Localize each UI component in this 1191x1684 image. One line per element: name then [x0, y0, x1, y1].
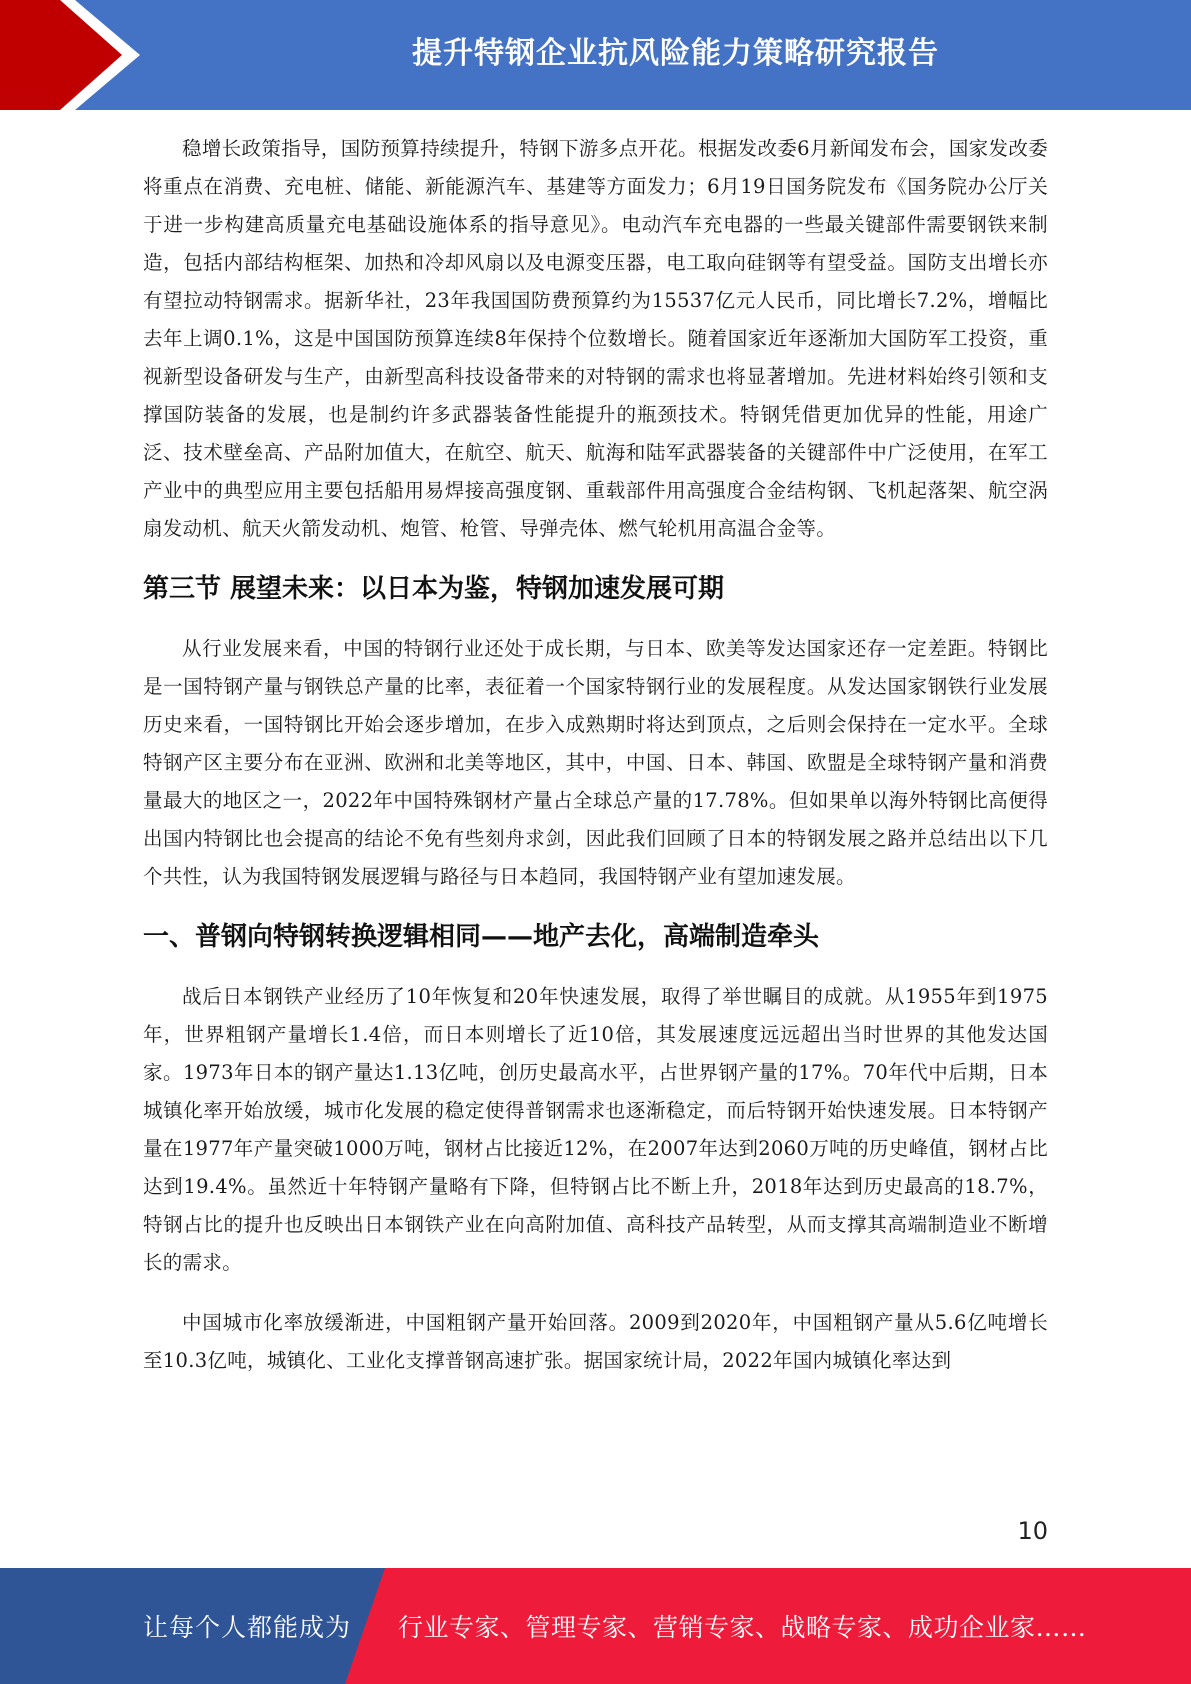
subsection-heading-1: 一、普钢向特钢转换逻辑相同——地产去化，高端制造牵头: [143, 922, 820, 952]
page-header: [0, 0, 1191, 110]
paragraph-4: 中国城市化率放缓渐进，中国粗钢产量开始回落。2009到2020年，中国粗钢产量从5.6亿吨增长至10.3亿吨，城镇化、工业化支撑普钢高速扩张。据国家统计局，2022年国内城镇化率达到: [143, 1311, 1048, 1372]
header-chevron-decoration: [0, 0, 160, 110]
footer-slogan-right: 行业专家、管理专家、营销专家、战略专家、成功企业家……: [398, 1613, 1087, 1642]
paragraph-1: 稳增长政策指导，国防预算持续提升，特钢下游多点开花。根据发改委6月新闻发布会，国家发改委将重点在消费、充电桩、储能、新能源汽车、基建等方面发力；6月19日国务院发布《国务院办公厅关于进一步构建高质量充电基础设施体系的指导意见》。电动汽车充电器的一些最关键部件需要钢铁来制造，包括内部结构框架、加热和冷却风扇以及电源变压器，电工取向硅钢等有望受益。国防支出增长亦有望拉动特钢需求。据新华社，23年我国国防费预算约为15537亿元人民币，同比增长7.2%，增幅比去年上调0.1%，这是中国国防预算连续8年保持个位数增长。随着国家近年逐渐加大国防军工投资，重视新型设备研发与生产，由新型高科技设备带来的对特钢的需求也将显著增加。先进材料始终引领和支撑国防装备的发展，也是制约许多武器装备性能提升的瓶颈技术。特钢凭借更加优异的性能，用途广泛、技术壁垒高、产品附加值大，在航空、航天、航海和陆军武器装备的关键部件中广泛使用，在军工产业中的典型应用主要包括船用易焊接高强度钢、重载部件用高强度合金结构钢、飞机起落架、航空涡扇发动机、航天火箭发动机、炮管、枪管、导弹壳体、燃气轮机用高温合金等。: [143, 137, 1048, 540]
main-content: [143, 130, 1048, 1380]
page-number: 10: [1017, 1517, 1048, 1545]
header-title: 提升特钢企业抗风险能力策略研究报告: [412, 36, 939, 71]
paragraph-3: 战后日本钢铁产业经历了10年恢复和20年快速发展，取得了举世瞩目的成就。从1955年到1975年，世界粗钢产量增长1.4倍，而日本则增长了近10倍，其发展速度远远超出当时世界的其他发达国家。1973年日本的钢产量达1.13亿吨，创历史最高水平，占世界钢产量的17%。70年代中后期，日本城镇化率开始放缓，城市化发展的稳定使得普钢需求也逐渐稳定，而后特钢开始快速发展。日本特钢产量在1977年产量突破1000万吨，钢材占比接近12%，在2007年达到2060万吨的历史峰值，钢材占比达到19.4%。虽然近十年特钢产量略有下降，但特钢占比不断上升，2018年达到历史最高的18.7%，特钢占比的提升也反映出日本钢铁产业在向高附加值、高科技产品转型，从而支撑其高端制造业不断增长的需求。: [143, 985, 1048, 1274]
footer-slogan-left: 让每个人都能成为: [143, 1613, 352, 1642]
section-heading-3: 第三节 展望未来：以日本为鉴，特钢加速发展可期: [143, 574, 725, 604]
paragraph-2: 从行业发展来看，中国的特钢行业还处于成长期，与日本、欧美等发达国家还存一定差距。特钢比是一国特钢产量与钢铁总产量的比率，表征着一个国家特钢行业的发展程度。从发达国家钢铁行业发展历史来看，一国特钢比开始会逐步增加，在步入成熟期时将达到顶点，之后则会保持在一定水平。全球特钢产区主要分布在亚洲、欧洲和北美等地区，其中，中国、日本、韩国、欧盟是全球特钢产量和消费量最大的地区之一，2022年中国特殊钢材产量占全球总产量的17.78%。但如果单以海外特钢比高便得出国内特钢比也会提高的结论不免有些刻舟求剑，因此我们回顾了日本的特钢发展之路并总结出以下几个共性，认为我国特钢发展逻辑与路径与日本趋同，我国特钢产业有望加速发展。: [143, 637, 1048, 888]
page-footer: [0, 1568, 1191, 1684]
